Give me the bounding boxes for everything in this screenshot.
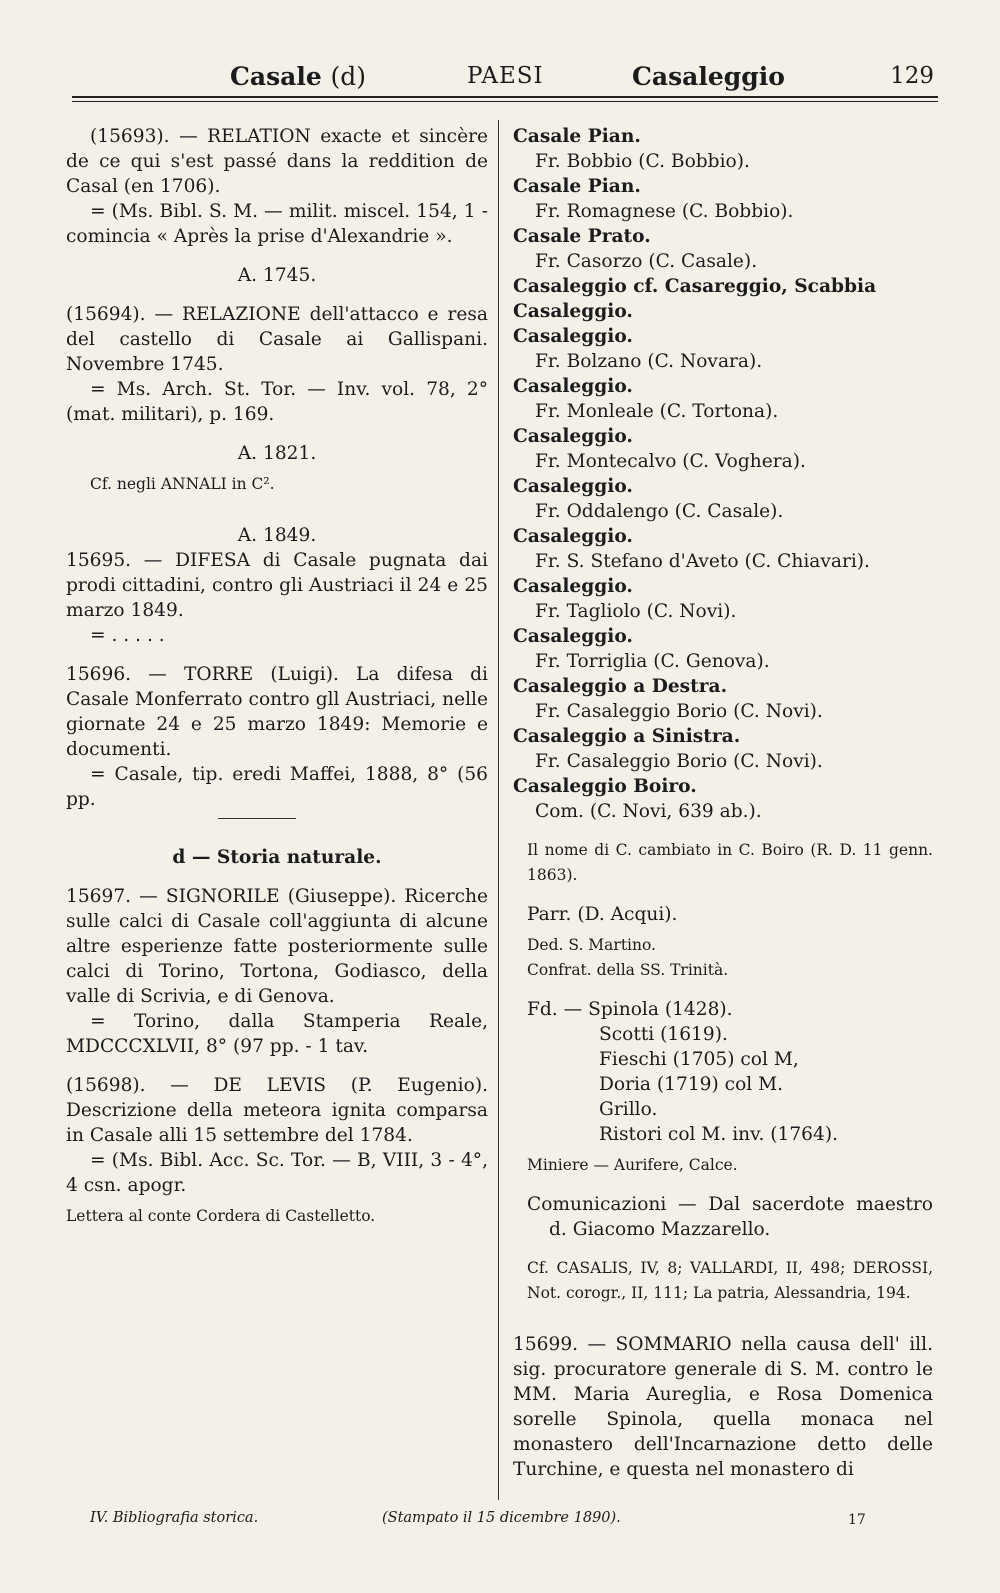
parr-line: Parr. (D. Acqui). (527, 904, 678, 925)
locality-name: Casaleggio a Destra. (513, 676, 728, 697)
locality-detail: Fr. Casorzo (C. Casale). (535, 251, 758, 272)
locality-name: Casaleggio. (513, 576, 633, 597)
year-heading: A. 1745. (237, 265, 317, 286)
section-heading: d — Storia naturale. (172, 847, 382, 868)
footer-center: (Stampato il 15 dicembre 1890). (382, 1510, 621, 1526)
left-column (66, 124, 488, 1229)
locality-detail: Fr. Casaleggio Borio (C. Novi). (535, 751, 823, 772)
header-rule (72, 96, 938, 98)
confrat-line: Confrat. della SS. Trinità. (527, 961, 729, 979)
entry-15696: 15696. — TORRE (Luigi). La difesa di Casale Monferrato contro gll Austriaci, nelle giornate 24 e 25 marzo 1849: Memorie e documenti. (66, 664, 488, 760)
feudatari-list (513, 997, 933, 1147)
separator-rule (218, 818, 296, 819)
entry-15694: (15694). — RELAZIONE dell'attacco e resa del castello di Casale ai Gallispani. Novembre 1745. (66, 304, 488, 375)
locality-detail: Com. (C. Novi, 639 ab.). (535, 801, 762, 822)
running-header (72, 58, 938, 98)
column-divider (498, 120, 499, 1500)
entry-15693: (15693). — RELATION exacte et sincère de ce qui s'est passé dans la reddition de Casal (en 1706). (66, 126, 488, 197)
ded-line: Ded. S. Martino. (527, 936, 656, 954)
locality-name: Casaleggio. (513, 426, 633, 447)
locality-detail: Fr. Casaleggio Borio (C. Novi). (535, 701, 823, 722)
entry-15695-ref: = . . . . . (90, 625, 165, 646)
locality-detail: Fr. Bobbio (C. Bobbio). (535, 151, 750, 172)
entry-15695: 15695. — DIFESA di Casale pugnata dai prodi cittadini, contro gli Austriaci il 24 e 25 marzo 1849. (66, 550, 488, 621)
feudatario-line: Grillo. (599, 1099, 658, 1120)
footer-left: IV. Bibliografia storica. (90, 1510, 259, 1526)
header-rule-thin (72, 101, 938, 102)
entry-15694-ref: = Ms. Arch. St. Tor. — Inv. vol. 78, 2° (mat. militari), p. 169. (66, 379, 488, 425)
boiro-note: Il nome di C. cambiato in C. Boiro (R. D. 11 genn. 1863). (527, 841, 933, 884)
locality-name: Casaleggio. (513, 626, 633, 647)
locality-detail: Fr. Oddalengo (C. Casale). (535, 501, 784, 522)
entry-15698: (15698). — DE LEVIS (P. Eugenio). Descrizione della meteora ignita comparsa in Casale alli 15 settembre del 1784. (66, 1075, 488, 1146)
locality-detail: Fr. Tagliolo (C. Novi). (535, 601, 737, 622)
entry-15696-ref: = Casale, tip. eredi Maffei, 1888, 8° (56 pp. (66, 764, 488, 810)
feudatario-line: Ristori col M. inv. (1764). (599, 1124, 839, 1145)
year-heading: A. 1849. (237, 525, 317, 546)
entry-15697: 15697. — SIGNORILE (Giuseppe). Ricerche sulle calci di Casale coll'aggiunta di alcune altre esperienze fatte posteriormente sulle calci di Torino, Tortona, Godiasco, della valle di Scrivia, e di Genova. (66, 886, 488, 1007)
year-heading: A. 1821. (237, 443, 317, 464)
feudatario-line: Doria (1719) col M. (599, 1074, 784, 1095)
page-number: 129 (890, 63, 934, 89)
locality-detail: Fr. Monleale (C. Tortona). (535, 401, 779, 422)
feudatario-line: Fieschi (1705) col M, (599, 1049, 799, 1070)
locality-name: Casaleggio. (513, 526, 633, 547)
header-center: PAESI (467, 63, 544, 89)
page-footer (90, 1510, 890, 1534)
header-right: Casaleggio (632, 62, 785, 91)
locality-name: Casale Pian. (513, 126, 641, 147)
locality-name: Casaleggio a Sinistra. (513, 726, 741, 747)
locality-detail: Fr. Bolzano (C. Novara). (535, 351, 763, 372)
locality-name: Casaleggio. (513, 326, 633, 347)
locality-name: Casaleggio cf. Casareggio, Scabbia Casaleggio. (513, 276, 877, 322)
locality-detail: Fr. Torriglia (C. Genova). (535, 651, 770, 672)
locality-detail: Fr. Romagnese (C. Bobbio). (535, 201, 794, 222)
cf-references: Cf. CASALIS, IV, 8; VALLARDI, II, 498; DEROSSI, Not. corogr., II, 111; La patria, Alessandria, 194. (527, 1259, 933, 1302)
feudatario-line: Scotti (1619). (599, 1024, 728, 1045)
header-left: Casale (d) (230, 62, 367, 91)
locality-name: Casale Pian. (513, 176, 641, 197)
annali-note: Cf. negli ANNALI in C². (90, 475, 275, 493)
locality-detail: Fr. Montecalvo (C. Voghera). (535, 451, 806, 472)
comunicazioni-line: Comunicazioni — Dal sacerdote maestro d. Giacomo Mazzarello. (527, 1194, 933, 1240)
locality-name: Casaleggio. (513, 376, 633, 397)
locality-list (513, 124, 933, 824)
entry-15698-note: Lettera al conte Cordera di Castelletto. (66, 1207, 376, 1225)
entry-15697-ref: = Torino, dalla Stamperia Reale, MDCCCXLVII, 8° (97 pp. - 1 tav. (66, 1011, 488, 1057)
locality-detail: Fr. S. Stefano d'Aveto (C. Chiavari). (535, 551, 870, 572)
entry-15699: 15699. — SOMMARIO nella causa dell' ill. sig. procuratore generale di S. M. contro le MM. Maria Aureglia, e Rosa Domenica sorelle Spinola, quella monaca nel monastero dell'Incarnazione detto delle Turchine, e questa nel monastero di (513, 1334, 933, 1480)
entry-15693-ref: = (Ms. Bibl. S. M. — milit. miscel. 154, 1 - comincia « Après la prise d'Alexandrie ». (66, 201, 488, 247)
footer-signature: 17 (848, 1512, 866, 1528)
feudatario-line: Fd. — Spinola (1428). (527, 999, 733, 1020)
locality-name: Casaleggio. (513, 476, 633, 497)
locality-name: Casaleggio Boiro. (513, 776, 697, 797)
entry-15698-ref: = (Ms. Bibl. Acc. Sc. Tor. — B, VIII, 3 - 4°, 4 csn. apogr. (66, 1150, 488, 1196)
miniere-line: Miniere — Aurifere, Calce. (527, 1156, 738, 1174)
locality-name: Casale Prato. (513, 226, 651, 247)
right-column (513, 124, 933, 1482)
